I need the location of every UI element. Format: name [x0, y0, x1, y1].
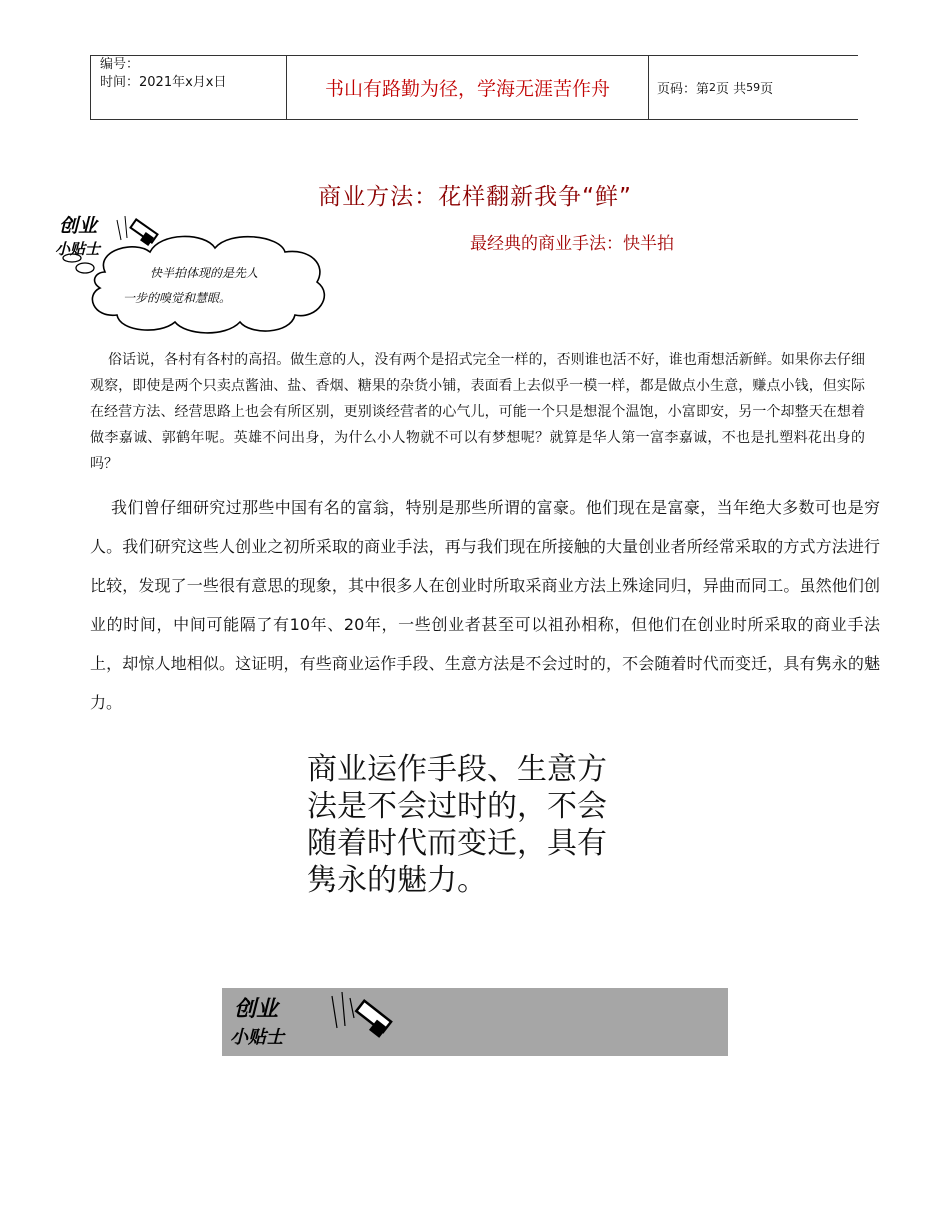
page-current: 2	[709, 81, 717, 94]
page-mid: 页 共	[716, 82, 747, 97]
body-paragraph-1: 俗话说，各村有各村的高招。做生意的人，没有两个是招式完全一样的，否则谁也活不好，谁也甭想活新鲜。如果你去仔细观察，即使是两个只卖点酱油、盐、香烟、糖果的杂货小铺，表面看上去似乎一模一样，都是做点小生意，赚点小钱，但实际在经营方法、经营思路上也会有所区别，更别谈经营者的心气儿，可能一个只是想混个温饱，小富即安，另一个却整天在想着做李嘉诚、郭鹤年呢。英雄不问出身，为什么小人物就不可以有梦想呢？就算是华人第一富李嘉诚，不也是扎塑料花出身的吗？	[90, 352, 865, 472]
time-label: 时间：2021年x月x日	[100, 75, 227, 90]
header-table	[90, 55, 858, 120]
page-number-cell	[649, 56, 858, 119]
cloud-shape	[92, 236, 324, 332]
header-motto-cell	[287, 56, 649, 119]
badge-line1: 创业	[59, 215, 98, 237]
cloud-line2: 一步的嗅觉和慧眼。	[123, 291, 232, 305]
page-total: 59	[746, 81, 761, 94]
cloud-illustration	[55, 210, 335, 340]
banner-badge-line1: 创业	[234, 997, 279, 1022]
page-title: 商业方法：花样翻新我争“鲜”	[318, 184, 632, 210]
pencil-icon	[117, 216, 158, 246]
banner-badge-line2: 小贴士	[230, 1027, 284, 1048]
number-label: 编号：	[100, 57, 140, 72]
tip-badge-cloud	[55, 210, 335, 340]
cloud-line1: 快半拍体现的是先人	[150, 266, 259, 280]
badge-line2: 小贴士	[55, 240, 101, 258]
pencil-icon	[332, 992, 391, 1038]
page-subtitle: 最经典的商业手法：快半拍	[470, 234, 674, 254]
bubble-icon	[76, 263, 94, 273]
header-meta-cell	[91, 56, 287, 119]
tip-banner-art	[222, 988, 422, 1056]
motto-text: 书山有路勤为径，学海无涯苦作舟	[324, 78, 610, 100]
page-prefix: 页码：第	[657, 82, 710, 97]
body-paragraph-2: 我们曾仔细研究过那些中国有名的富翁，特别是那些所谓的富豪。他们现在是富豪，当年绝大多数可也是穷人。我们研究这些人创业之初所采取的商业手法，再与我们现在所接触的大量创业者所经常采取的方式方法进行比较，发现了一些很有意思的现象，其中很多人在创业时所取采商业方法上殊途同归，异曲而同工。虽然他们创业的时间，中间可能隔了有10年、20年，一些创业者甚至可以祖孙相称，但他们在创业时所采取的商业手法上，却惊人地相似。这证明，有些商业运作手段、生意方法是不会过时的，不会随着时代而变迁，具有隽永的魅力。	[90, 498, 880, 712]
tip-banner	[222, 988, 728, 1056]
pull-quote: 商业运作手段、生意方法是不会过时的，不会随着时代而变迁，具有隽永的魅力。	[307, 752, 607, 898]
page-suffix: 页	[760, 82, 774, 97]
